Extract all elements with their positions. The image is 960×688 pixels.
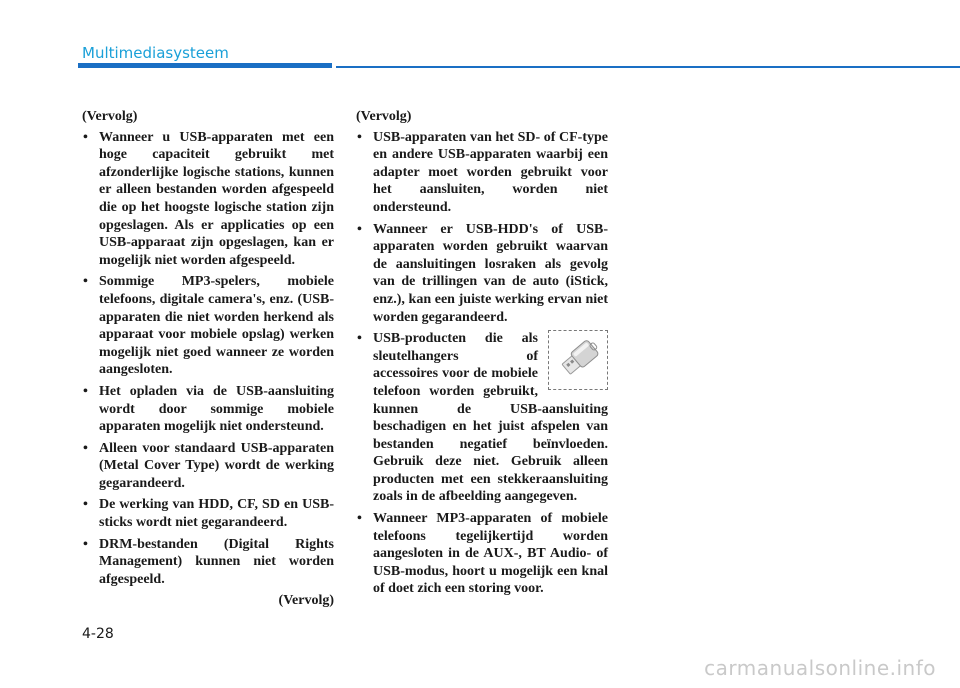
left-column (82, 108, 334, 613)
list-item: • Sommige MP3-spelers, mobiele telefoons, digitale camera's, enz. (USB-apparaten die niet worden herkend als apparaat voor mobiele opslag) werken mogelijk niet goed wanneer ze worden aangesloten. (82, 273, 334, 379)
usb-stick-drawing (549, 331, 607, 389)
page-number: 4-28 (82, 626, 114, 642)
right-bullet-list (356, 129, 608, 598)
list-item: • DRM-bestanden (Digital Rights Management) kunnen niet worden afgespeeld. (82, 536, 334, 589)
header-rule-thick (78, 63, 332, 68)
watermark: carmanualsonline.info (704, 656, 936, 680)
right-column (356, 108, 608, 602)
continued-label-end: (Vervolg) (278, 593, 334, 609)
list-item: • Wanneer MP3-apparaten of mobiele telefoons tegelijkertijd worden aangesloten in de AUX-, BT Audio- of USB-modus, hoort u mogelijk een knal of doet zich een storing voor. (356, 510, 608, 598)
list-item-with-image (356, 330, 608, 506)
usb-stick-icon (548, 330, 608, 390)
list-item: • Wanneer u USB-apparaten met een hoge capaciteit gebruikt met afzonderlijke logische stations, kunnen er alleen bestanden worden afgespeeld die op het hoogste logische station zijn opgeslagen. Als er applicaties op een USB-apparaat zijn opgeslagen, kan er mogelijk niet worden afgespeeld. (82, 129, 334, 270)
list-item: • Alleen voor standaard USB-apparaten (Metal Cover Type) wordt de werking gegarandeerd. (82, 440, 334, 493)
list-item: • Wanneer er USB-HDD's of USB-apparaten worden gebruikt waarvan de aansluitingen losraken als gevolg van de trillingen van de auto (iStick, enz.), kan een juiste werking ervan niet worden gegarandeerd. (356, 221, 608, 327)
list-item-text: USB-producten die als sleutelhangers of accessoires voor de mobiele telefoon worden gebruikt, kunnen de USB-aansluiting beschadigen en het juist afspelen van bestanden negatief beïnvloeden. Gebruik deze niet. Gebruik alleen producten met een stekkeraansluiting zoals in de afbeelding aangegeven. (373, 331, 608, 505)
continued-label: (Vervolg) (356, 109, 412, 124)
left-bullet-list (82, 129, 334, 589)
header-rule-thin (336, 66, 960, 68)
list-item: • USB-apparaten van het SD- of CF-type en andere USB-apparaten waarbij een adapter moet worden gebruikt voor het aansluiten, worden niet ondersteund. (356, 129, 608, 217)
section-title: Multimediasysteem (82, 44, 229, 62)
continued-label: (Vervolg) (82, 109, 138, 124)
list-item: • De werking van HDD, CF, SD en USB-sticks wordt niet gegarandeerd. (82, 496, 334, 531)
list-item: • Het opladen via de USB-aansluiting wordt door sommige mobiele apparaten mogelijk niet ondersteund. (82, 383, 334, 436)
